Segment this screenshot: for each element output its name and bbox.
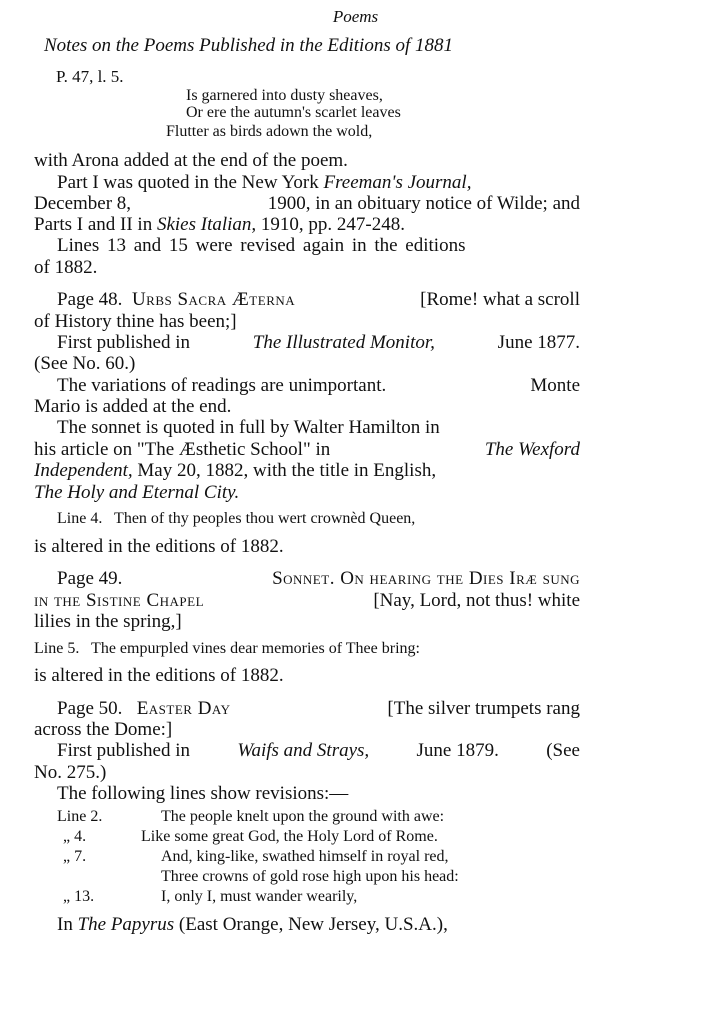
note-heading: in the Sistine Chapel [Nay, Lord, not thus! white (34, 590, 580, 611)
body-text: of 1882. (34, 257, 98, 278)
body-text: The following lines show revisions:— (57, 783, 349, 804)
section-title: Notes on the Poems Published in the Editions of 1881 (44, 35, 453, 56)
body-text: is altered in the editions of 1882. (34, 536, 284, 557)
quoted-line: Line 4. Then of thy peoples thou wert crownèd Queen, (57, 510, 416, 527)
body-text: Mario is added at the end. (34, 396, 232, 417)
body-text: Parts I and II in Skies Italian, 1910, pp. 247-248. (34, 214, 405, 235)
note-heading: lilies in the spring,] (34, 611, 182, 632)
note-heading: Page 50. Easter Day [The silver trumpets rang (57, 698, 580, 719)
body-text: Lines 13 and 15 were revised again in the editions (57, 235, 466, 256)
note-heading: Page 48. Urbs Sacra Æterna [Rome! what a scroll (57, 289, 580, 310)
revision-line: Three crowns of gold rose high upon his head: (161, 868, 459, 885)
body-text: No. 275.) (34, 762, 107, 783)
body-text: In The Papyrus (East Orange, New Jersey, U.S.A.), (57, 914, 448, 935)
body-text: Independent, May 20, 1882, with the title in English, (34, 460, 437, 481)
body-text: Part I was quoted in the New York Freeman's Journal, (57, 172, 472, 193)
note-heading: Page 49. Sonnet. On hearing the Dies Iræ sung (57, 568, 580, 589)
body-text: (See No. 60.) (34, 353, 136, 374)
verse-line: Is garnered into dusty sheaves, (186, 87, 383, 104)
revision-line: „ 7. And, king-like, swathed himself in royal red, (63, 848, 449, 865)
running-title: Poems (332, 7, 379, 26)
body-text: is altered in the editions of 1882. (34, 665, 284, 686)
quoted-line: Line 5. The empurpled vines dear memories of Thee bring: (34, 640, 420, 657)
page-ref: P. 47, l. 5. (56, 67, 124, 86)
revision-line: „ 4. Like some great God, the Holy Lord of Rome. (63, 828, 438, 845)
note-heading: across the Dome:] (34, 719, 173, 740)
body-text: The Holy and Eternal City. (34, 482, 240, 503)
revision-line: Line 2. The people knelt upon the ground with awe: (57, 808, 445, 825)
verse-line: Or ere the autumn's scarlet leaves (186, 104, 401, 121)
body-text: December 8, 1900, in an obituary notice of Wilde; and (34, 193, 580, 214)
body-text: First published in Waifs and Strays, June 1879. (See (57, 740, 580, 761)
body-text: with Arona added at the end of the poem. (34, 150, 348, 171)
revision-line: „ 13. I, only I, must wander wearily, (63, 888, 358, 905)
verse-line: Flutter as birds adown the wold, (166, 123, 373, 140)
body-text: The sonnet is quoted in full by Walter Hamilton in (57, 417, 440, 438)
body-text: The variations of readings are unimportant. Monte (57, 375, 580, 396)
note-heading: of History thine has been;] (34, 311, 237, 332)
body-text: his article on "The Æsthetic School" in The Wexford (34, 439, 580, 460)
body-text: First published in The Illustrated Monitor, June 1877. (57, 332, 580, 353)
